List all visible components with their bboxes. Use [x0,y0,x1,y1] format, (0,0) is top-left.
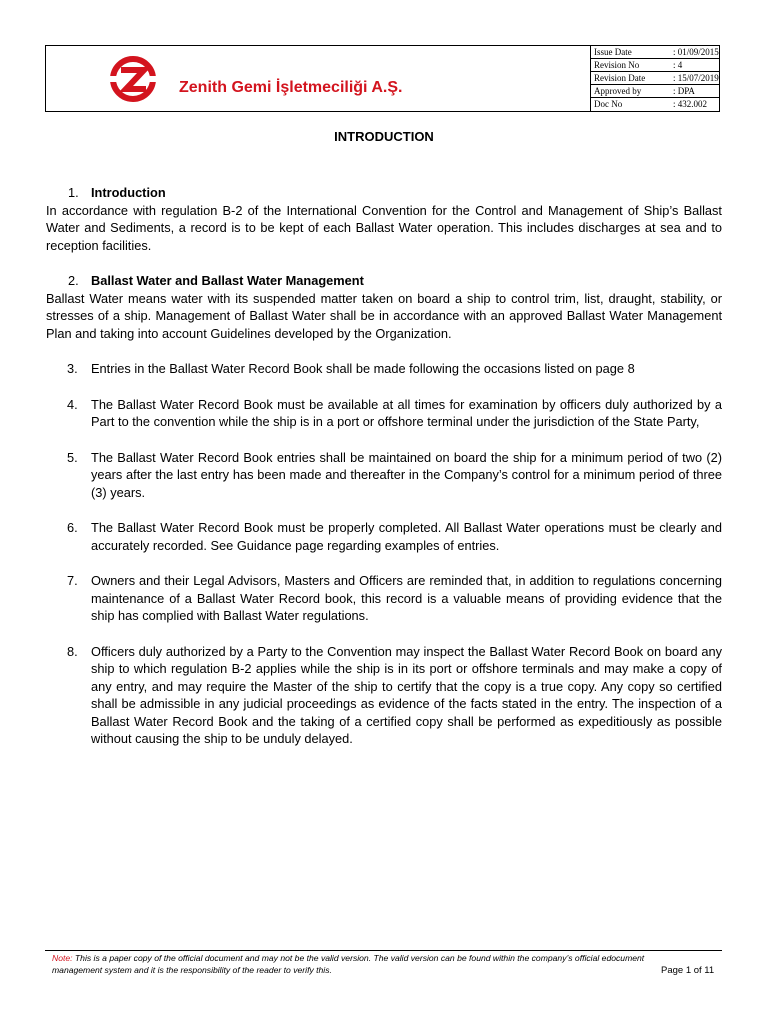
document-meta-table [590,46,720,112]
company-name: Zenith Gemi İşletmeciliği A.Ş. [179,79,403,96]
meta-row-doc-no: Doc No : 432.002 [594,99,708,109]
footer-divider [45,950,722,951]
section-heading: 1. Introduction [68,185,166,200]
document-header [45,45,720,112]
page-title: INTRODUCTION [334,129,434,144]
list-item: 8. Officers duly authorized by a Party to the Convention may inspect the Ballast Water Record Book on board any ship to which regulation B-2 applies while the ship is in its port or offshore terminals and may make a copy of any entry, and may require the Master of the ship to certify that the copy is a true copy. Any copy so certified shall be admissible in any judicial proceedings as evidence of the facts stated in the entry. The inspection of a Ballast Water Record Book and the taking of a certified copy shall be performed as expeditiously as possible without causing the ship to be unduly delayed. [67,643,722,746]
footer-note: Note: This is a paper copy of the official document and may not be the valid version. The valid version can be found within the company’s official edocument management system and it is the responsibility of the reader to verify this. [52,953,645,975]
company-logo-icon [108,54,158,104]
list-item: 4. The Ballast Water Record Book must be available at all times for examination by officers duly authorized by a Part to the convention while the ship is in a port or offshore terminal under the jurisdiction of the State Party, [67,396,722,429]
meta-row-approved-by: Approved by : DPA [591,85,720,98]
section-body: In accordance with regulation B-2 of the International Convention for the Control and Management of Ship’s Ballast Water and Sediments, a record is to be kept of each Ballast Water operation. This includes discharges at sea and to reception facilities. [46,202,722,253]
list-item: 6. The Ballast Water Record Book must be properly completed. All Ballast Water operations must be clearly and accurately recorded. See Guidance page regarding examples of entries. [67,520,722,553]
section-body: Ballast Water means water with its suspended matter taken on board a ship to control trim, list, draught, stability, or stresses of a ship. Management of Ballast Water shall be in accordance with an approved Ballast Water Management Plan and taking into account Guidelines developed by the Organization. [46,290,722,341]
list-item: 5. The Ballast Water Record Book entries shall be maintained on board the ship for a minimum period of two (2) years after the last entry has been made and thereafter in the Company’s control for a minimum period of three (3) years. [67,449,722,500]
list-item: 3. Entries in the Ballast Water Record Book shall be made following the occasions listed on page 8 [67,361,635,376]
section-heading: 2. Ballast Water and Ballast Water Management [68,273,364,288]
list-item: 7. Owners and their Legal Advisors, Masters and Officers are reminded that, in addition to regulations concerning maintenance of a Ballast Water Record book, this record is a valuable means of providing evidence that the ship has complied with Ballast Water regulations. [67,573,722,623]
document-body [46,184,722,748]
meta-row-issue-date: Issue Date : 01/09/2015 [591,46,720,59]
meta-row-revision-date: Revision Date : 15/07/2019 [591,72,720,85]
page-number: Page 1 of 11 [661,965,715,976]
meta-row-revision-no: Revision No : 4 [591,59,720,72]
